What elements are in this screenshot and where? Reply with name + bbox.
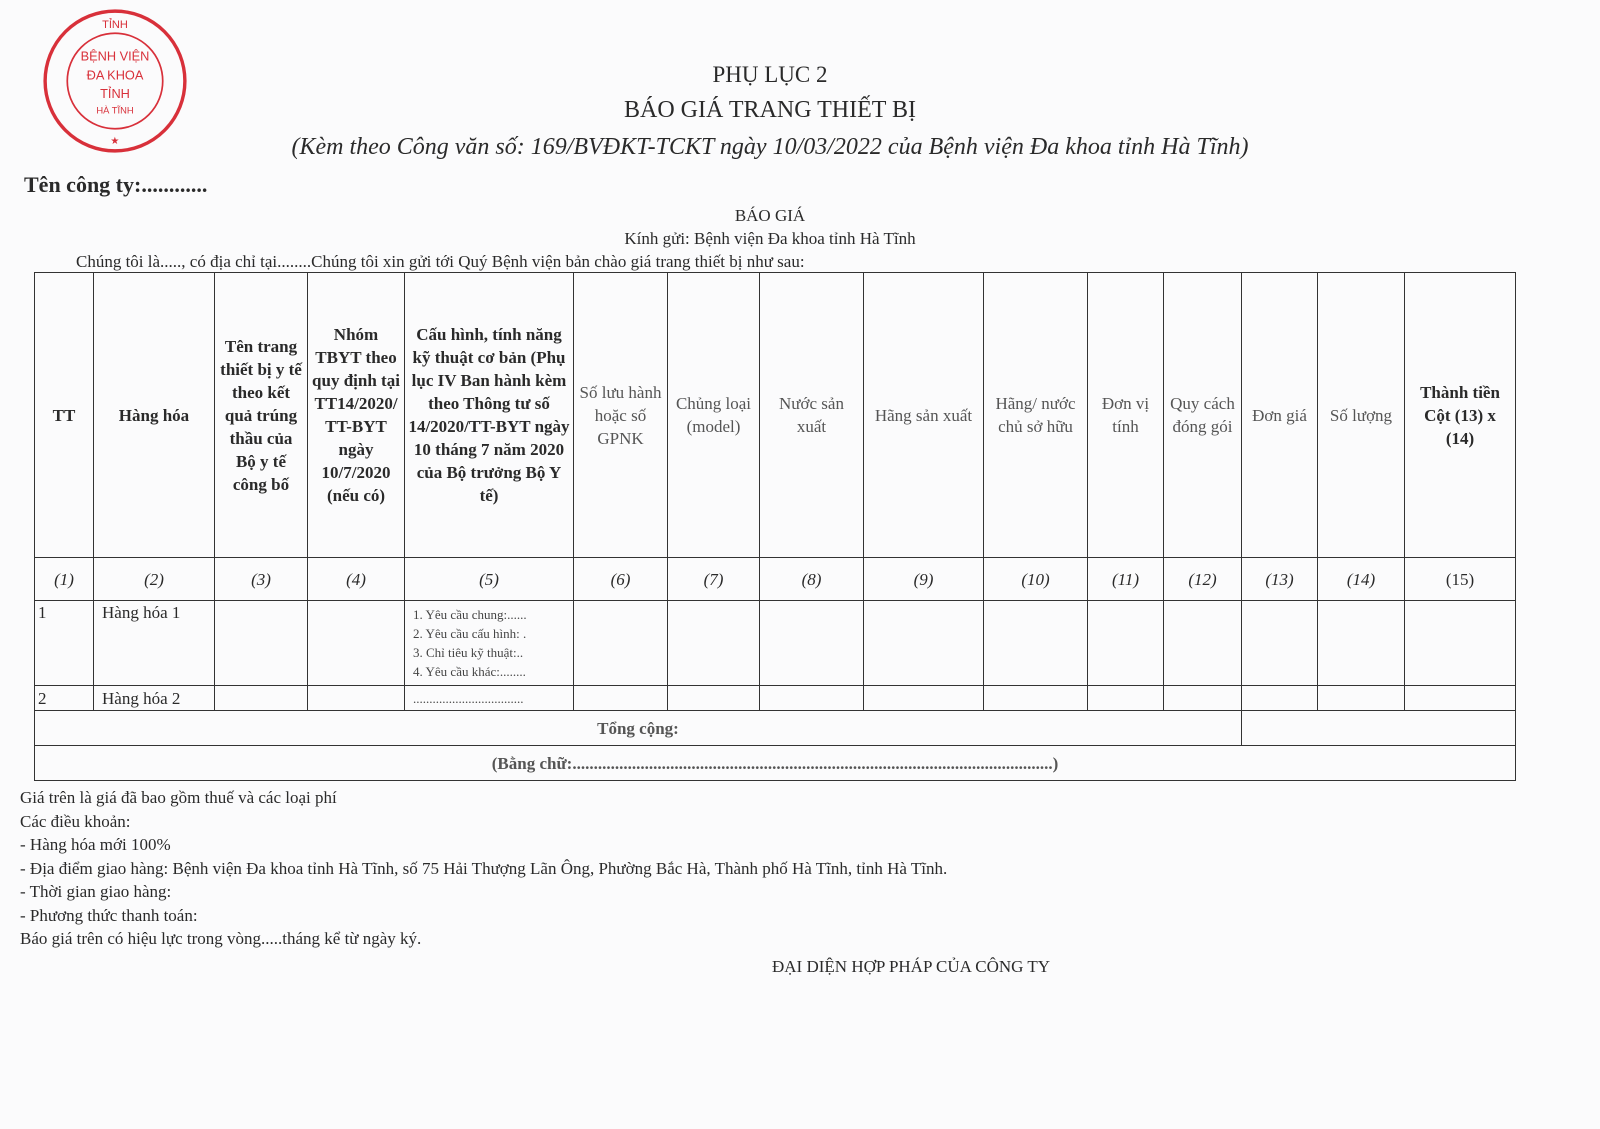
- cell: [1164, 601, 1242, 686]
- col-header: Cấu hình, tính năng kỹ thuật cơ bản (Phụ lục IV Ban hành kèm theo Thông tư số 14/2020/TT-BYT ngày 10 tháng 7 năm 2020 của Bộ trưởng Bộ Y tế): [405, 273, 574, 558]
- cell: [308, 601, 405, 686]
- row-spec: [405, 601, 574, 686]
- svg-text:★: ★: [110, 136, 120, 148]
- svg-text:TỈNH: TỈNH: [102, 19, 128, 32]
- quote-table: [34, 272, 1516, 781]
- col-index: (13): [1242, 558, 1318, 601]
- index-row: [35, 558, 1516, 601]
- quote-title: BÁO GIÁ: [734, 206, 806, 225]
- note-line: Báo giá trên có hiệu lực trong vòng.....tháng kể từ ngày ký.: [20, 929, 422, 948]
- col-header: Đơn vị tính: [1088, 273, 1164, 558]
- svg-text:ĐA KHOA: ĐA KHOA: [86, 67, 144, 83]
- svg-text:BỆNH VIỆN: BỆNH VIỆN: [80, 48, 150, 64]
- cell: [668, 686, 760, 711]
- row-number: 2: [35, 686, 94, 711]
- quote-recipient: Kính gửi: Bệnh viện Đa khoa tỉnh Hà Tĩnh: [624, 229, 916, 248]
- note-line: Giá trên là giá đã bao gồm thuế và các loại phí: [20, 788, 337, 807]
- signature-label: ĐẠI DIỆN HỢP PHÁP CỦA CÔNG TY: [772, 957, 1051, 976]
- document-subtitle: (Kèm theo Công văn số: 169/BVĐKT-TCKT ngày 10/03/2022 của Bệnh viện Đa khoa tỉnh Hà Tĩnh): [291, 134, 1249, 160]
- cell: [574, 601, 668, 686]
- amount-in-words: (Bằng chữ:.................................................................................................................): [35, 746, 1516, 781]
- document-title: BÁO GIÁ TRANG THIẾT BỊ: [624, 97, 916, 123]
- col-header: Số lưu hành hoặc số GPNK: [574, 273, 668, 558]
- cell: [215, 686, 308, 711]
- total-row: [35, 711, 1516, 746]
- terms: [20, 786, 947, 951]
- header-row: [35, 273, 1516, 558]
- spec-line: 4. Yêu cầu khác:........: [413, 664, 526, 679]
- note-line: Các điều khoản:: [20, 811, 131, 831]
- row-number: 1: [35, 601, 94, 686]
- row-spec: ..................................: [405, 686, 574, 711]
- col-index: (10): [984, 558, 1088, 601]
- col-index: (9): [864, 558, 984, 601]
- col-header: Tên trang thiết bị y tế theo kết quả trúng thầu của Bộ y tế công bố: [215, 273, 308, 558]
- note-line: - Địa điểm giao hàng: Bệnh viện Đa khoa tỉnh Hà Tĩnh, số 75 Hải Thượng Lãn Ông, Phường Bắc Hà, Thành phố Hà Tĩnh, tỉnh Hà Tĩnh.: [20, 858, 948, 878]
- row-item: Hàng hóa 2: [94, 686, 215, 711]
- cell: [1318, 601, 1405, 686]
- spec-line: 2. Yêu cầu cấu hình: .: [413, 626, 527, 641]
- col-index: (11): [1088, 558, 1164, 601]
- cell: [1088, 686, 1164, 711]
- cell: [574, 686, 668, 711]
- col-header: Quy cách đóng gói: [1164, 273, 1242, 558]
- col-header: Thành tiền Cột (13) x (14): [1405, 273, 1516, 558]
- col-header: Số lượng: [1318, 273, 1405, 558]
- cell: [984, 686, 1088, 711]
- col-index: (1): [35, 558, 94, 601]
- cell: [1164, 686, 1242, 711]
- row-item: Hàng hóa 1: [94, 601, 215, 686]
- table-row: [35, 686, 1516, 711]
- cell: [1088, 601, 1164, 686]
- cell: [1405, 686, 1516, 711]
- col-index: (5): [405, 558, 574, 601]
- cell: [1242, 601, 1318, 686]
- appendix-label: PHỤ LỤC 2: [712, 62, 828, 87]
- note-line: - Hàng hóa mới 100%: [20, 835, 171, 854]
- col-header: Nước sản xuất: [760, 273, 864, 558]
- col-header: Hãng/ nước chủ sở hữu: [984, 273, 1088, 558]
- col-index: (6): [574, 558, 668, 601]
- col-index: (14): [1318, 558, 1405, 601]
- col-index: (12): [1164, 558, 1242, 601]
- col-header: Hãng sản xuất: [864, 273, 984, 558]
- company-name: Tên công ty:............: [24, 172, 208, 197]
- cell: [308, 686, 405, 711]
- col-header: Chủng loại (model): [668, 273, 760, 558]
- cell: [760, 601, 864, 686]
- cell: [760, 686, 864, 711]
- cell: [864, 601, 984, 686]
- total-label: Tổng cộng:: [35, 711, 1242, 746]
- col-index: (2): [94, 558, 215, 601]
- cell: [984, 601, 1088, 686]
- cell: [1242, 686, 1318, 711]
- svg-text:HÀ TĨNH: HÀ TĨNH: [96, 105, 134, 116]
- note-line: - Thời gian giao hàng:: [20, 882, 172, 901]
- cell: [864, 686, 984, 711]
- col-index: (15): [1405, 558, 1516, 601]
- table-row: [35, 601, 1516, 686]
- col-header: Nhóm TBYT theo quy định tại TT14/2020/TT-BYT ngày 10/7/2020 (nếu có): [308, 273, 405, 558]
- svg-text:TỈNH: TỈNH: [100, 86, 130, 102]
- col-header: Đơn giá: [1242, 273, 1318, 558]
- col-header: TT: [35, 273, 94, 558]
- spec-line: 1. Yêu cầu chung:......: [413, 607, 527, 622]
- cell: [1405, 601, 1516, 686]
- col-header: Hàng hóa: [94, 273, 215, 558]
- col-index: (7): [668, 558, 760, 601]
- spec-line: 3. Chỉ tiêu kỹ thuật:..: [413, 645, 524, 660]
- col-index: (4): [308, 558, 405, 601]
- quote-intro: Chúng tôi là....., có địa chỉ tại........Chúng tôi xin gửi tới Quý Bệnh viện bản chào giá trang thiết bị như sau:: [76, 252, 805, 271]
- col-index: (3): [215, 558, 308, 601]
- cell: [215, 601, 308, 686]
- amount-in-words-row: [35, 746, 1516, 781]
- total-value: [1242, 711, 1516, 746]
- cell: [1318, 686, 1405, 711]
- col-index: (8): [760, 558, 864, 601]
- cell: [668, 601, 760, 686]
- note-line: - Phương thức thanh toán:: [20, 905, 198, 925]
